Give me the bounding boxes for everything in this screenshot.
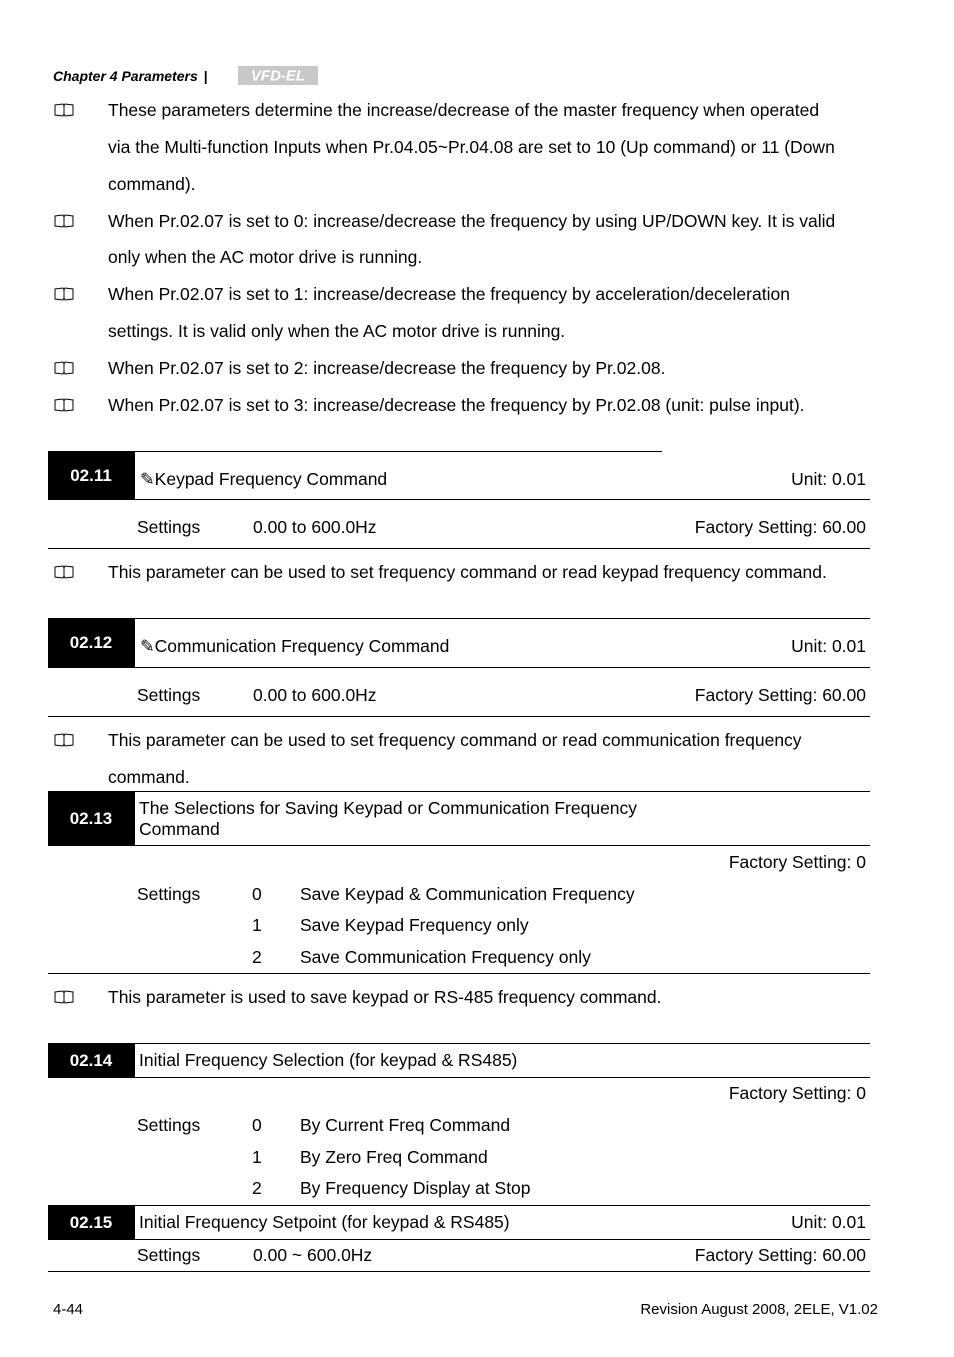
intro-4-line-1: When Pr.02.07 is set to 2: increase/decrease the frequency by Pr.02.08.	[108, 358, 666, 378]
param-unit: Unit: 0.01	[791, 1212, 866, 1232]
param-name: Initial Frequency Selection (for keypad & RS485)	[139, 1050, 518, 1070]
option-number: 2	[252, 1178, 262, 1198]
param-name-line-2: Command	[139, 819, 220, 839]
chapter-title: Chapter 4 Parameters	[53, 68, 198, 84]
book-icon	[54, 361, 74, 375]
rule	[48, 451, 662, 452]
intro-1-line-2: via the Multi-function Inputs when Pr.04.05~Pr.04.08 are set to 10 (Up command) or 11 (Down	[108, 137, 835, 157]
rule	[48, 1239, 870, 1240]
param-title	[140, 469, 387, 489]
book-icon	[54, 990, 74, 1004]
cell-divider	[134, 619, 135, 667]
intro-2-line-1: When Pr.02.07 is set to 0: increase/decrease the frequency by using UP/DOWN key. It is valid	[108, 211, 836, 231]
param-unit: Unit: 0.01	[791, 469, 866, 489]
book-icon	[54, 565, 74, 579]
param-note-line-1: This parameter can be used to set frequency command or read communication frequency	[108, 730, 802, 750]
settings-label: Settings	[137, 685, 201, 705]
page-number: 4-44	[53, 1301, 84, 1318]
pencil-icon: ✎	[140, 469, 155, 489]
settings-label: Settings	[137, 1115, 201, 1135]
settings-range: 0.00 ~ 600.0Hz	[253, 1245, 373, 1265]
param-code: 02.12	[48, 619, 134, 667]
intro-5-line-1: When Pr.02.07 is set to 3: increase/decrease the frequency by Pr.02.08 (unit: pulse input).	[108, 395, 805, 415]
factory-setting: Factory Setting: 60.00	[694, 1245, 866, 1265]
rule	[48, 548, 870, 549]
rule	[48, 791, 870, 792]
param-title	[139, 798, 637, 840]
param-note-line-2: command.	[108, 767, 190, 787]
cell-divider	[134, 1206, 135, 1239]
rule	[48, 845, 870, 846]
option-number: 1	[252, 915, 262, 935]
param-code: 02.11	[48, 452, 134, 499]
book-icon	[54, 733, 74, 747]
settings-label: Settings	[137, 884, 201, 904]
cell-divider	[134, 792, 135, 845]
rule	[48, 716, 870, 717]
svg-text:VFD-EL: VFD-EL	[250, 67, 306, 85]
settings-range: 0.00 to 600.0Hz	[253, 517, 377, 537]
factory-setting: Factory Setting: 0	[728, 852, 866, 872]
factory-setting: Factory Setting: 60.00	[694, 685, 866, 705]
settings-range: 0.00 to 600.0Hz	[253, 685, 377, 705]
rule	[48, 1077, 870, 1078]
option-text: Save Keypad & Communication Frequency	[300, 884, 635, 904]
vfd-el-logo	[238, 66, 318, 85]
revision-note: Revision August 2008, 2ELE, V1.02	[640, 1301, 878, 1318]
cell-divider	[134, 452, 135, 499]
option-number: 0	[252, 884, 262, 904]
book-icon	[54, 398, 74, 412]
param-note: This parameter is used to save keypad or RS-485 frequency command.	[108, 987, 662, 1007]
param-name: Keypad Frequency Command	[154, 469, 388, 489]
rule	[48, 499, 870, 500]
intro-2-line-2: only when the AC motor drive is running.	[108, 247, 423, 267]
option-number: 2	[252, 947, 262, 967]
book-icon	[54, 287, 74, 301]
param-title	[140, 636, 449, 656]
param-name: Initial Frequency Setpoint (for keypad & RS485)	[139, 1212, 510, 1232]
intro-1-line-3: command).	[108, 174, 196, 194]
option-text: By Zero Freq Command	[300, 1147, 488, 1167]
param-name-line-1: The Selections for Saving Keypad or Communication Frequency	[139, 798, 638, 818]
book-icon	[54, 103, 74, 117]
intro-3-line-2: settings. It is valid only when the AC motor drive is running.	[108, 321, 566, 341]
rule	[48, 1205, 870, 1206]
book-icon	[54, 214, 74, 228]
rule	[48, 1271, 870, 1272]
param-unit: Unit: 0.01	[791, 636, 866, 656]
intro-1-line-1: These parameters determine the increase/decrease of the master frequency when operated	[108, 100, 820, 120]
factory-setting: Factory Setting: 0	[728, 1083, 866, 1103]
option-number: 1	[252, 1147, 262, 1167]
param-note: This parameter can be used to set frequency command or read keypad frequency command.	[108, 562, 827, 582]
intro-3-line-1: When Pr.02.07 is set to 1: increase/decrease the frequency by acceleration/deceleration	[108, 284, 790, 304]
option-text: Save Keypad Frequency only	[300, 915, 529, 935]
settings-label: Settings	[137, 1245, 201, 1265]
rule	[48, 667, 870, 668]
factory-setting: Factory Setting: 60.00	[694, 517, 866, 537]
option-text: By Frequency Display at Stop	[300, 1178, 531, 1198]
param-name: Communication Frequency Command	[154, 636, 450, 656]
rule	[48, 1043, 870, 1044]
option-text: Save Communication Frequency only	[300, 947, 591, 967]
cell-divider	[134, 1044, 135, 1077]
param-code: 02.14	[48, 1044, 134, 1077]
option-number: 0	[252, 1115, 262, 1135]
settings-label: Settings	[137, 517, 201, 537]
chapter-header	[53, 68, 208, 84]
option-text: By Current Freq Command	[300, 1115, 511, 1135]
pencil-icon: ✎	[140, 636, 155, 656]
rule	[48, 973, 870, 974]
param-code: 02.15	[48, 1206, 134, 1239]
rule	[48, 618, 870, 619]
param-code: 02.13	[48, 792, 134, 845]
header-separator: |	[203, 68, 208, 84]
